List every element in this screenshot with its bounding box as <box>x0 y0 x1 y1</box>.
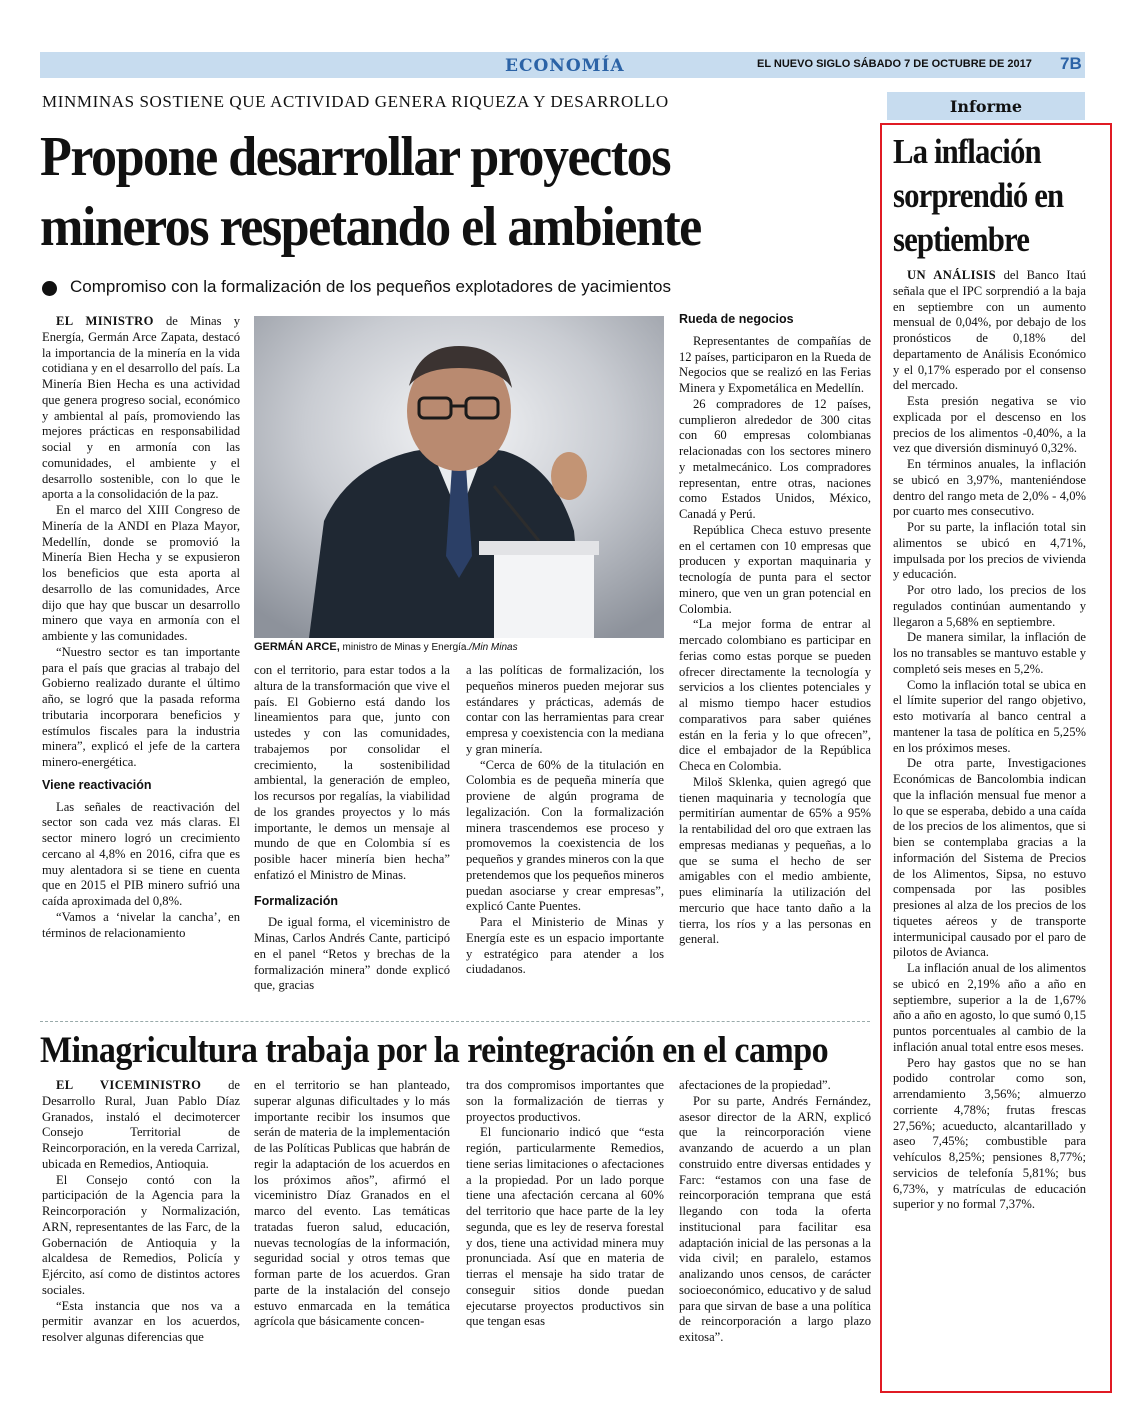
main-column-4 <box>679 310 871 948</box>
bullet-icon <box>42 281 57 296</box>
paragraph: Por su parte, Andrés Fernández, asesor director de la ARN, explicó que la reincorporación viene avanzando de acuerdo a un plan construido entre diversas entidades y Farc: “estamos con una fase de reincorporación temprana que está llegando con toda la oferta institucional para facilitar esa adaptación inicial de las personas a la vida civil; en paralelo, estamos analizando unos censos, de carácter socioeconómico, educativo y de salud para que sirvan de base a una política de reincorporación a largo plazo exitosa”. <box>679 1093 871 1344</box>
second-column-1 <box>42 1078 240 1346</box>
paragraph: La inflación anual de los alimentos se ubicó en 2,19% año a año en septiembre, superior a la de 1,67% año a año en agosto, lo que sumó 0,15 puntos porcentuales al cambio de la inflación anual total entre esos meses. <box>893 961 1086 1054</box>
paragraph: El Consejo contó con la participación de la Agencia para la Reincorporación y Normalización, ARN, representantes de las Farc, de la Gobernación de Antioquia y la alcaldesa de Remedios, Policía y Ejército, así como de distintos actores sociales. <box>42 1172 240 1297</box>
paragraph: a las políticas de formalización, los pequeños mineros pueden mejorar sus estándares y prácticas, además de contar con las herramientas para crear empresa y coexistencia con la mediana y gran minería. <box>466 663 664 756</box>
main-column-2 <box>254 663 450 994</box>
section-title: ECONOMÍA <box>505 56 625 76</box>
paragraph: De otra parte, Investigaciones Económicas de Bancolombia indican que la inflación mensual fue menor a lo que se esperaba, debido a una caída de los precios de los alimentos, que si bien se contemplaba gracias a la información del Sistema de Precios de los Alimentos, Sipsa, no estuvo compensada por las posibles presiones al alza de los precios de los tiquetes aéreos y de transporte intermunicipal causado por el paro de pilotos de Avianca. <box>893 756 1086 960</box>
lead-in: UN ANÁLISIS <box>907 268 997 282</box>
kicker: MINMINAS SOSTIENE QUE ACTIVIDAD GENERA RIQUEZA Y DESARROLLO <box>42 92 669 111</box>
paragraph: de Minas y Energía, Germán Arce Zapata, destacó la importancia de la minería en la vida cotidiana y en el desarrollo del país. La Minería Bien Hecha es una actividad que genera progreso social, económico y ambiental al país, promoviendo las mejores prácticas en responsabilidad social y en armonía con las comunidades, el ambiente y el desarrollo sostenible, con lo que le aporta a la consolidación de la paz. <box>42 314 240 502</box>
second-column-2 <box>254 1078 450 1330</box>
paragraph: En términos anuales, la inflación se ubicó en 3,97%, manteniéndose dentro del rango meta de 2,0% - 4,0% por cuarto mes consecutivo. <box>893 457 1086 519</box>
paragraph: del Banco Itaú señala que el IPC sorprendió a la baja en septiembre con un aumento mensual de 0,04%, por debajo de los pronósticos de 0,18% del departamento de Análisis Económico y el 0,17% esperado por el consenso del mercado. <box>893 268 1086 393</box>
story-divider <box>40 1021 870 1022</box>
paragraph: “Vamos a ‘nivelar la cancha’, en términos de relacionamiento <box>42 909 240 940</box>
main-headline: Propone desarrollar proyectos mineros respetando el ambiente <box>40 126 701 258</box>
caption-name: GERMÁN ARCE, <box>254 641 340 653</box>
paragraph: de Desarrollo Rural, Juan Pablo Díaz Granados, instaló el decimotercer Consejo Territorial de Reincorporación, en la vereda Carrizal, ubicada en Remedios, Antioquia. <box>42 1078 240 1171</box>
second-column-3 <box>466 1078 664 1330</box>
paragraph: 26 compradores de 12 países, cumplieron alrededor de 300 citas con 60 empresas colombianas relacionadas con los sectores minero y metalmecánico. Los compradores representan, entre otras, naciones como Estados Unidos, México, Canadá y Perú. <box>679 396 871 521</box>
lead-in: EL VICEMINISTRO <box>56 1078 202 1092</box>
photo-credit: /Min Minas <box>469 642 518 653</box>
paragraph: “La mejor forma de entrar al mercado colombiano es participar en ferias como estas porque se pueden ofrecer directamente la tecnología y servicios a los clientes potenciales y al mismo tiempo hacer estudios comparativos para saber quiénes están en la feria y lo que ofrecen”, dice el embajador de la República Checa en Colombia. <box>679 617 871 773</box>
photo-caption <box>254 641 518 653</box>
paragraph: con el territorio, para estar todos a la altura de la transformación que vive el país. El Gobierno está dando los lineamientos para que, junto con ustedes y con las comunidades, trabajemos por consolidar el crecimiento, la sostenibilidad ambiental, la generación de empleo, los recursos por regalías, la viabilidad de los grandes proyectos y lo más importante, le demos un mensaje al mundo de que en Colombia sí es posible hacer minería bien hecha” enfatizó el Ministro de Minas. <box>254 663 450 882</box>
paragraph: Esta presión negativa se vio explicada por el descenso en los precios de los alimentos -0,40%, a la vez que diversión disminuyó 0,32%. <box>893 394 1086 456</box>
paragraph: En el marco del XIII Congreso de Minería de la ANDI en Plaza Mayor, Medellín, donde se promovió la Minería Bien Hecha y se expusieron los beneficios que esta aporta al desarrollo de las comunidades, Arce dijo que hay que buscar un desarrollo minero que vaya en armonía con el ambiente y las comunidades. <box>42 503 240 643</box>
paragraph: Representantes de compañías de 12 países, participaron en la Rueda de Negocios que se realizó en las Ferias Minera y Expometálica en Medellín. <box>679 333 871 395</box>
paragraph: Por su parte, la inflación total sin alimentos se ubicó en 4,71%, impulsada por los precios de vivienda y educación. <box>893 520 1086 582</box>
paragraph: Las señales de reactivación del sector son cada vez más claras. El sector minero logró un crecimiento cercano al 4,8% en 2016, cifra que es muy alentadora si se tiene en cuenta que en 2015 el PIB minero sufrió una caída aproximada del 0,8%. <box>42 799 240 908</box>
sidebar-title: La inflación sorprendió en septiembre <box>893 132 1064 259</box>
paragraph: Por otro lado, los precios de los regulados continúan aumentando y llegaron a 5,68% en septiembre. <box>893 583 1086 629</box>
paragraph: República Checa estuvo presente en el certamen con 10 empresas que producen y exportan maquinaria y tecnología de punta para el sector minero, que ven un gran potencial en Colombia. <box>679 522 871 616</box>
section-heading: Viene reactivación <box>42 777 152 792</box>
paragraph: “Esta instancia que nos va a permitir avanzar en los acuerdos, resolver algunas diferencias que <box>42 1298 240 1344</box>
paragraph: “Cerca de 60% de la titulación en Colombia es de pequeña minería que proviene de algún programa de legalización. Con la formalización minera trascendemos ese proceso y promovemos la coexistencia de los pequeños y grandes mineros con la que pretendemos que los pequeños mineros puedan asociarse y crear empresas”, explicó Cante Puentes. <box>466 757 664 914</box>
paragraph: en el territorio se han planteado, superar algunas dificultades y lo más importante recibir los insumos que serán de materia de la implementación de las Políticas Publicas que habrán de regir la adaptación de los acuerdos en los próximos años”, afirmó el viceministro Díaz Granados en el marco del evento. Las temáticas tratadas fueron salud, educación, nuevas tecnologías de la información, seguridad social y otros temas que forman parte de los acuerdos. Gran parte de la instalación del consejo estuvo enmarcada en la temática agrícola que básicamente concen- <box>254 1078 450 1329</box>
section-heading: Rueda de negocios <box>679 312 794 326</box>
paragraph: De manera similar, la inflación de los no transables se mantuvo estable y completó seis meses en 5,2%. <box>893 630 1086 676</box>
caption-text: ministro de Minas y Energía. <box>339 642 470 653</box>
subheadline: Compromiso con la formalización de los pequeños explotadores de yacimientos <box>70 277 671 296</box>
second-headline: Minagricultura trabaja por la reintegración en el campo <box>40 1030 829 1071</box>
paragraph: “Nuestro sector es tan importante para el país que gracias al trabajo del Gobierno realizado durante el último año, se logró que la pasada reforma tributaria incorporara beneficios y estímulos fiscales para la industria minera”, explicó el jefe de la cartera minero-energética. <box>42 644 240 769</box>
paragraph: Pero hay gastos que no se han podido controlar como son, arrendamiento 3,56%; almuerzo corriente 4,78%; frutas frescas 27,56%; acueducto, alcantarillado y aseo 7,45%; combustible para vehículos 8,25%; pensiones 8,77%; servicios de telefonía 5,81%; bus 6,73%, y matrículas de educación superior y no formal 7,37%. <box>893 1055 1086 1212</box>
paragraph: afectaciones de la propiedad”. <box>679 1078 831 1092</box>
paragraph: El funcionario indicó que “esta región, particularmente Remedios, tiene serias limitaciones o afectaciones a la propiedad. Por un lado porque tiene una afectación cercana al 60% del territorio que hace parte de la ley segunda, que es ley de reserva forestal y dos, tiene una actividad minera muy pronunciada. Así que en materia de tierras el mensaje ha sido tratar de conseguir sitios donde puedan ejecutarse proyectos productivos sin que tengan esas <box>466 1125 664 1329</box>
paragraph: Como la inflación total se ubica en el límite superior del rango objetivo, esto motivaría al banco central a mantener la tasa de política en 5,25% en los próximos meses. <box>893 677 1086 755</box>
page-number: 7B <box>1060 54 1082 73</box>
main-column-1 <box>42 314 240 941</box>
lead-in: EL MINISTRO <box>56 314 154 328</box>
second-column-4 <box>679 1078 871 1346</box>
main-column-3 <box>466 663 664 978</box>
dateline: EL NUEVO SIGLO SÁBADO 7 DE OCTUBRE DE 2017 <box>757 58 1032 70</box>
photo-illustration <box>254 316 664 638</box>
paragraph: De igual forma, el viceministro de Minas, Carlos Andrés Cante, participó en el panel “Retos y brechas de la formalización minera” donde explicó que, gracias <box>254 915 450 993</box>
sidebar-column <box>893 268 1086 1213</box>
paragraph: tra dos compromisos importantes que son la formalización de tierras y proyectos productivos. <box>466 1078 664 1124</box>
sidebar-tag: Informe <box>887 92 1085 120</box>
paragraph: Miloš Sklenka, quien agregó que tienen maquinaria y tecnología que permitirían aumentar de 65% a 95% la rentabilidad del oro que extraen las empresas medianas y pequeñas, a lo que se suma el hecho de ser amigables con el medio ambiente, pues eliminaría la utilización del mercurio que hace tanto daño a la tierra, los ríos y a las personas en general. <box>679 774 871 947</box>
photo-german-arce <box>254 316 664 638</box>
section-heading: Formalización <box>254 893 339 908</box>
paragraph: Para el Ministerio de Minas y Energía este es un espacio importante y estratégico para atender a los ciudadanos. <box>466 915 664 977</box>
